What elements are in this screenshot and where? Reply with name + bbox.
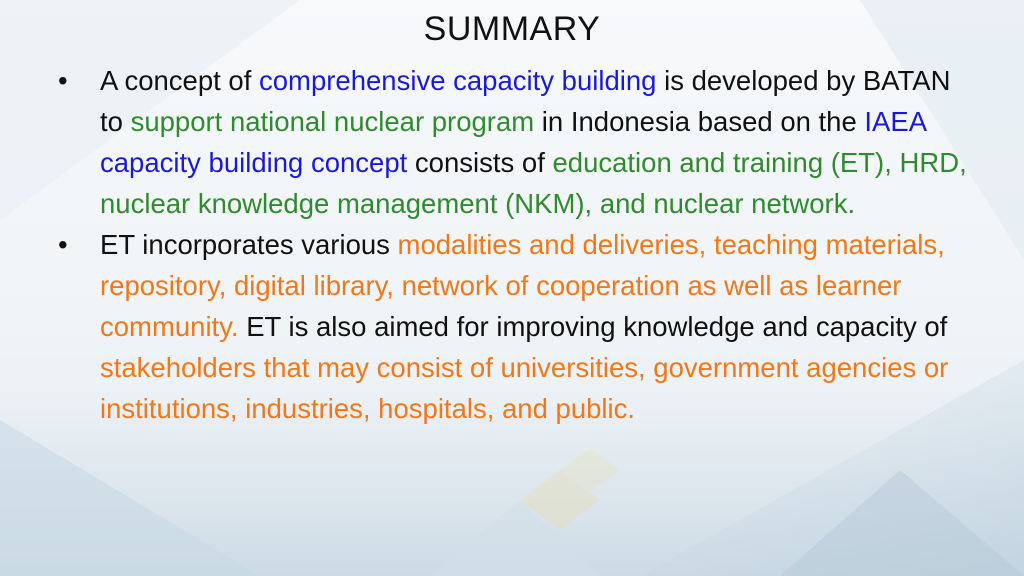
- bullet-text-segment: in Indonesia based on the: [534, 106, 865, 137]
- bullet-item-et: [58, 224, 978, 429]
- bullet-dot-icon: •: [58, 229, 68, 260]
- bullet-text-segment: ET is also aimed for improving knowledge and capacity of: [238, 311, 948, 342]
- highlight-comprehensive-capacity-building: comprehensive capacity building: [259, 65, 657, 96]
- highlight-support-national-nuclear-program: support national nuclear program: [130, 106, 535, 137]
- bullet-dot-icon: •: [58, 65, 68, 96]
- bullet-text-segment: A concept of: [100, 65, 259, 96]
- bullet-list: [58, 60, 978, 429]
- bullet-item-capacity-building: [58, 60, 978, 224]
- highlight-modalities: modalities and deliveries, teaching materials, repository, digital library, network of cooperation as well as learner community.: [100, 229, 945, 342]
- bullet-text-segment: consists of: [407, 147, 553, 178]
- slide-title: SUMMARY: [423, 10, 601, 48]
- highlight-iaea-concept: IAEA capacity building concept: [100, 106, 926, 178]
- highlight-stakeholders: stakeholders that may consist of universities, government agencies or institutions, industries, hospitals, and public.: [100, 352, 949, 424]
- bullet-text-segment: ET incorporates various: [100, 229, 398, 260]
- highlight-components-list: education and training (ET), HRD, nuclear knowledge management (NKM), and nuclear network.: [100, 147, 967, 219]
- bullet-text-segment: is developed by BATAN to: [100, 65, 951, 137]
